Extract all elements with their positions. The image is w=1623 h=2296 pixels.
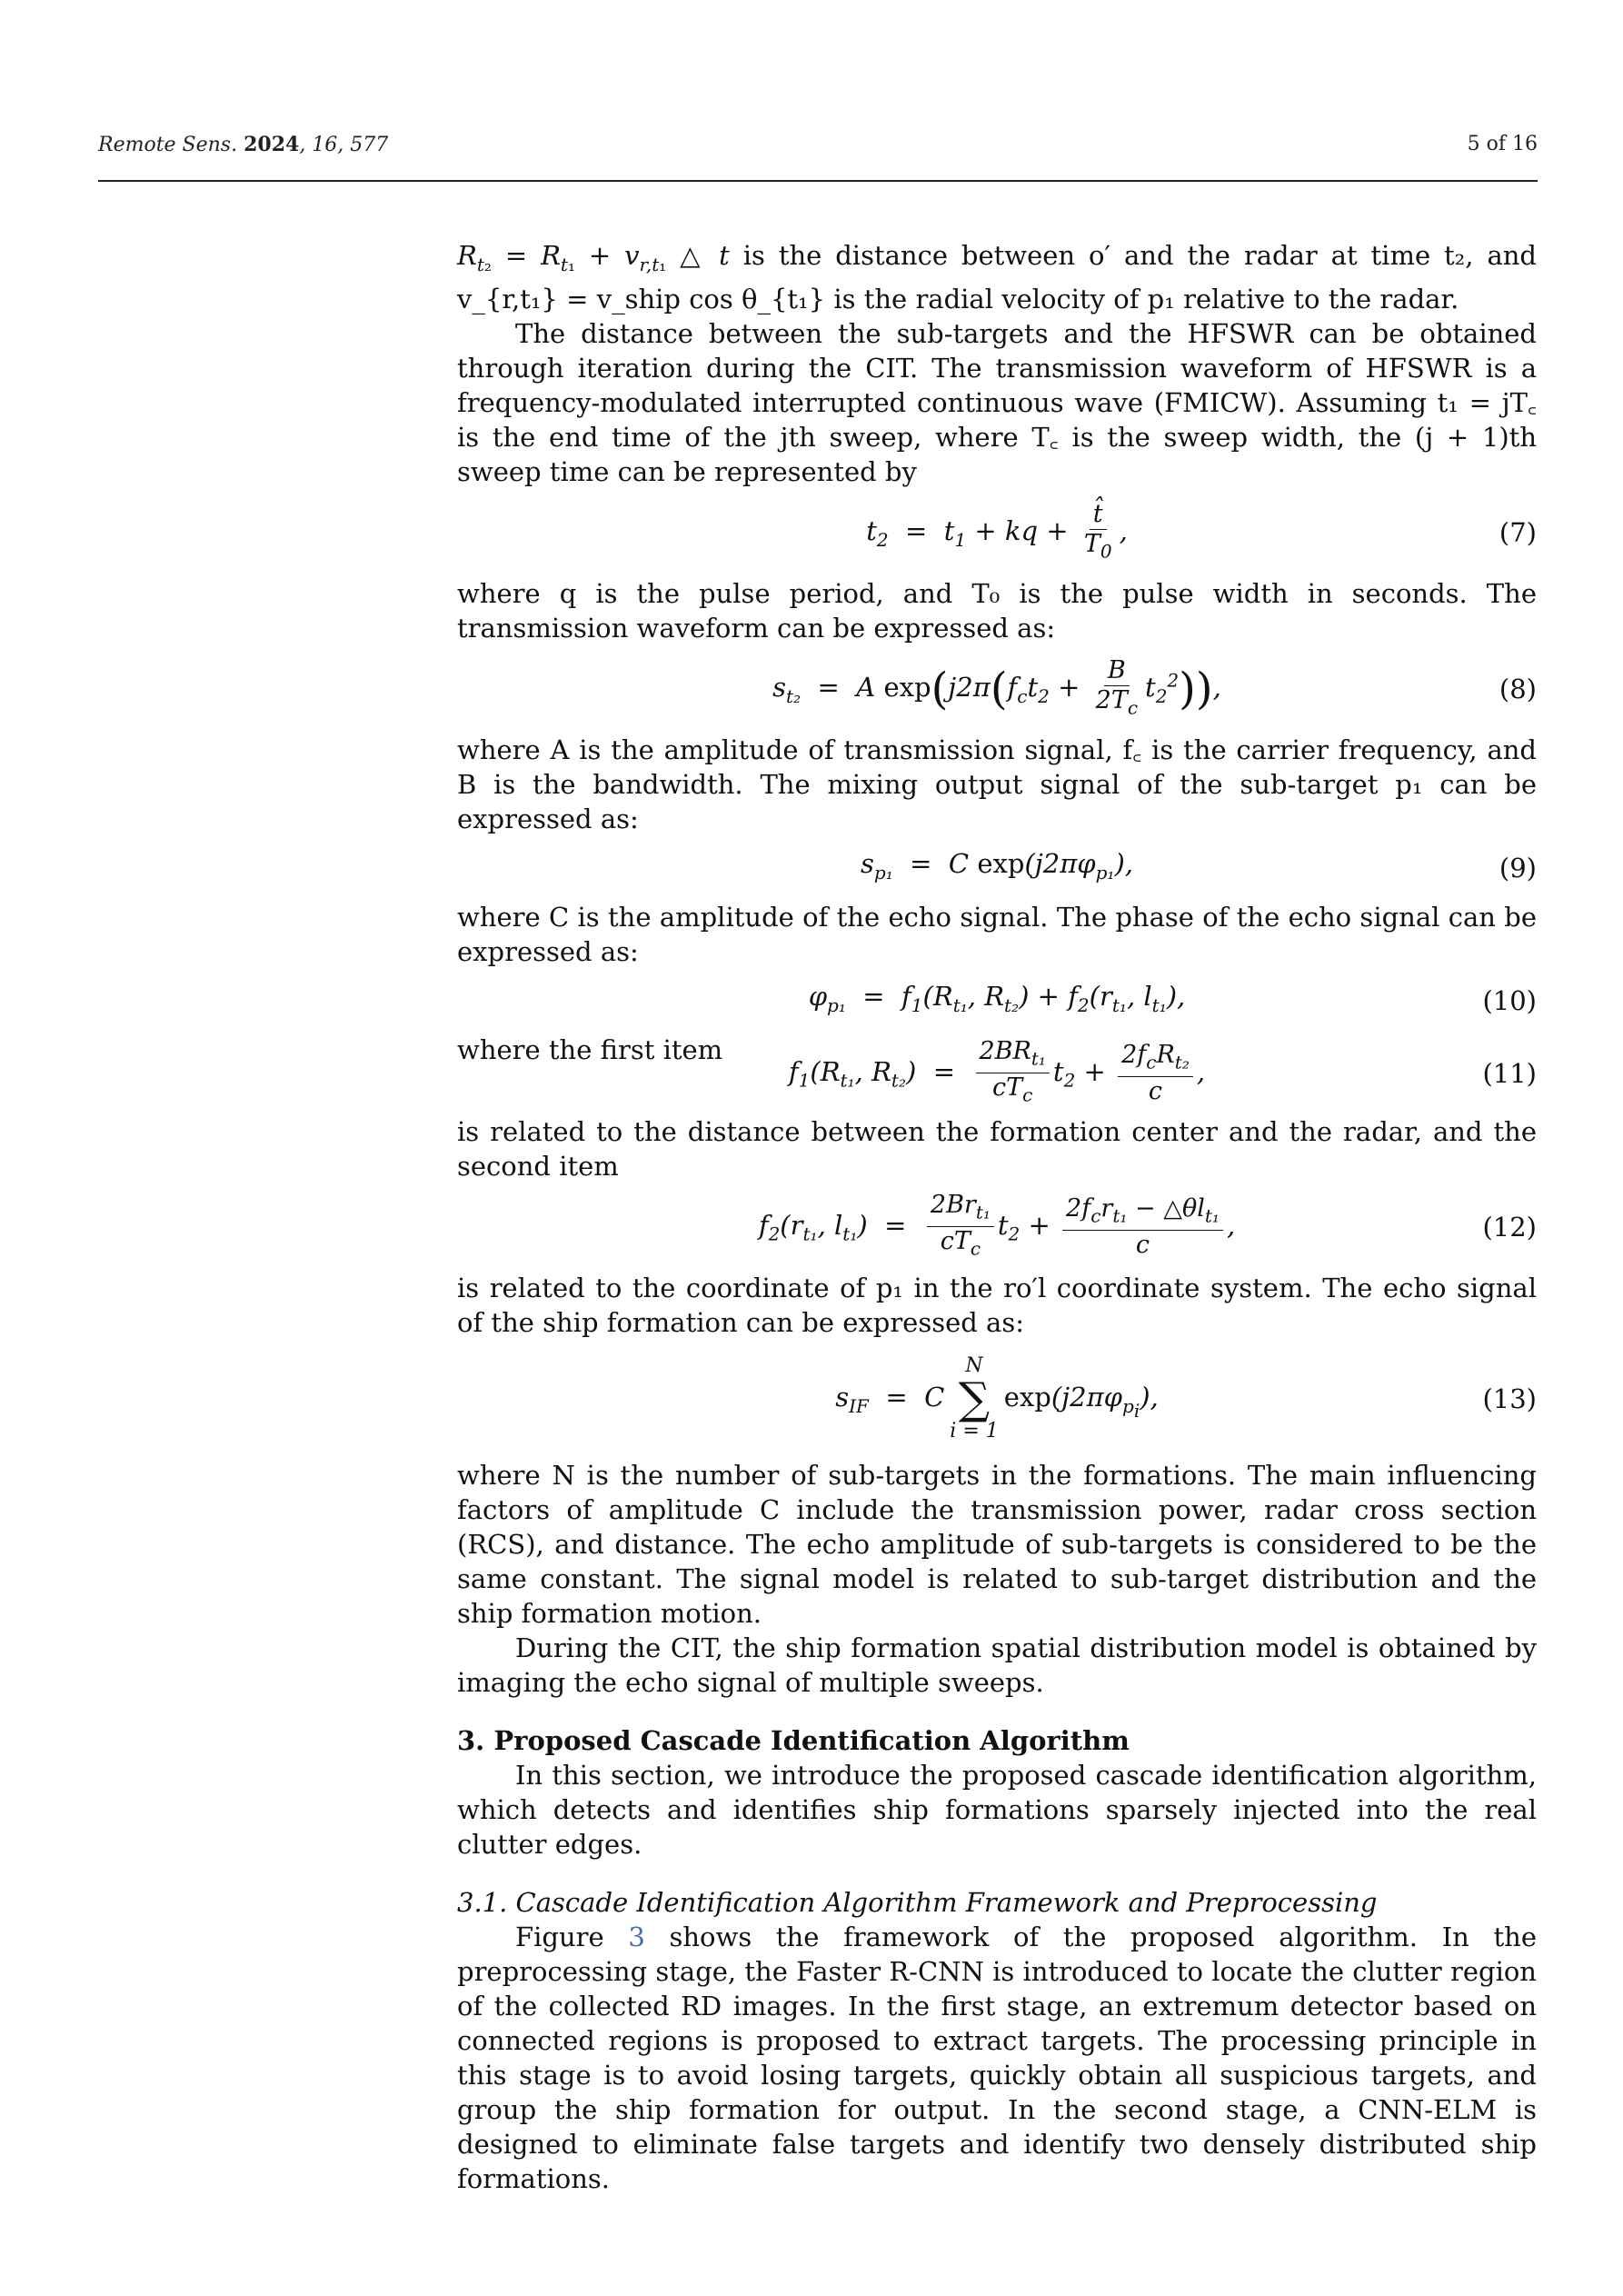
- paragraph-1-text: is the distance between o′ and the radar at time t₂, and v_{r,t₁} = v_ship cos θ_{t₁} is the radial velocity of p₁ relative to the radar.: [457, 240, 1537, 314]
- journal-year: 2024: [244, 133, 300, 156]
- paragraph-11: In this section, we introduce the proposed cascade identification algorithm, which detects and identifies ship formations sparsely injected into the real clutter edges.: [457, 1759, 1537, 1860]
- equation-7-number: (7): [1499, 516, 1537, 548]
- paragraph-5: where C is the amplitude of the echo signal. The phase of the echo signal can be expressed as:: [457, 901, 1537, 967]
- equation-11: where the first item $f_1(R_{t_1}$, $R_{t_2}$) = $\frac{2BR_{t_1}}{cT_c}$ $t_2$ + $\frac{2f_cR_{t_2}}{c}$ , (11): [457, 1033, 1537, 1106]
- subsection-heading-3-1: 3.1. Cascade Identification Algorithm Framework and Preprocessing: [457, 1886, 1378, 1918]
- equation-9: $s_{p_1} = C$ $\exp(j2\pi\varphi_{p_1})$, (9): [861, 847, 1537, 883]
- paragraph-9: where N is the number of sub-targets in the formations. The main influencing factors of amplitude C include the transmission power, radar cross section (RCS), and distance. The echo amplitude of sub-targets is considered to be the same constant. The signal model is related to sub-target distribution and the ship formation motion.: [457, 1459, 1537, 1629]
- journal-name: Remote Sens.: [98, 134, 238, 156]
- equation-13: $s_{IF} = C$ N ∑ i = 1 $\exp(j2\pi\varphi_{p_i})$, (13): [835, 1353, 1537, 1442]
- equation-12-number: (12): [1482, 1211, 1537, 1243]
- paragraph-2: The distance between the sub-targets and the HFSWR can be obtained through iteration during the CIT. The transmission waveform of HFSWR is a frequency-modulated interrupted continuous wave (FMICW). Assuming t₁ = jT꜀ is the end time of the jth sweep, where T꜀ is the sweep width, the (j + 1)th sweep time can be represented by: [457, 317, 1537, 487]
- equation-8: $s_{t_2} = A$ $\exp(j2\pi(f_ct_2$ + $\frac{B}{2T_c}$ $t_2^2$)), (8): [772, 655, 1537, 718]
- equation-7: $t_2 = t_1$ + kq + $\frac{t̂}{T_0}$ , (7): [866, 499, 1537, 562]
- paragraph-7: is related to the distance between the formation center and the radar, and the second item: [457, 1115, 1537, 1182]
- paragraph-1: $R_{t_2} = R_{t_1} + v_{r,t_1}$ △ t is the distance between o′ and the radar at time t₂, and v_{r,t₁} = v_ship cos θ_{t₁} is the radial velocity of p₁ relative to the radar.: [457, 240, 1537, 314]
- paragraph-10: During the CIT, the ship formation spatial distribution model is obtained by imaging the echo signal of multiple sweeps.: [457, 1632, 1537, 1698]
- equation-9-number: (9): [1499, 852, 1537, 883]
- paragraph-3: where q is the pulse period, and T₀ is the pulse width in seconds. The transmission waveform can be expressed as:: [457, 577, 1537, 644]
- figure-word: Figure: [515, 1921, 604, 1952]
- section-heading-3: 3. Proposed Cascade Identification Algorithm: [457, 1724, 1130, 1756]
- paragraph-12: [457, 1920, 1537, 2196]
- equation-12: $f_2(r_{t_1}$, $l_{t_1}$) = $\frac{2Br_{t_1}}{cT_c}$ $t_2$ + $\frac{2f_cr_{t_1} - \triangle\theta l_{t_1}}{c}$ , (12): [758, 1190, 1537, 1260]
- header-rule: [98, 180, 1538, 182]
- page-body: [457, 238, 1537, 2196]
- equation-13-number: (13): [1482, 1383, 1537, 1414]
- paragraph-4: where A is the amplitude of transmission signal, f꜀ is the carrier frequency, and B is the bandwidth. The mixing output signal of the sub-target p₁ can be expressed as:: [457, 734, 1537, 834]
- paragraph-12-text: shows the framework of the proposed algorithm. In the preprocessing stage, the Faster R-CNN is introduced to locate the clutter region of the collected RD images. In the first stage, an extremum detector based on connected regions is proposed to extract targets. The processing principle in this stage is to avoid losing targets, quickly obtain all suspicious targets, and group the ship formation for output. In the second stage, a CNN-ELM is designed to eliminate false targets and identify two densely distributed ship formations.: [457, 1921, 1538, 2194]
- equation-10: $\varphi_{p_1} = f_1(R_{t_1}$, $R_{t_2}) + f_2(r_{t_1}$, $l_{t_1}$), (10): [808, 980, 1537, 1016]
- equation-11-number: (11): [1482, 1057, 1537, 1089]
- page-header: [98, 133, 1538, 156]
- page-number: 5 of 16: [1467, 133, 1538, 155]
- paragraph-8: is related to the coordinate of p₁ in the ro′l coordinate system. The echo signal of the ship formation can be expressed as:: [457, 1272, 1537, 1338]
- equation-8-number: (8): [1499, 673, 1537, 704]
- equation-10-number: (10): [1482, 984, 1537, 1016]
- journal-volume: , 16, 577: [299, 134, 389, 156]
- paragraph-6: where the first item: [457, 1033, 723, 1065]
- figure-3-link[interactable]: 3: [628, 1921, 645, 1952]
